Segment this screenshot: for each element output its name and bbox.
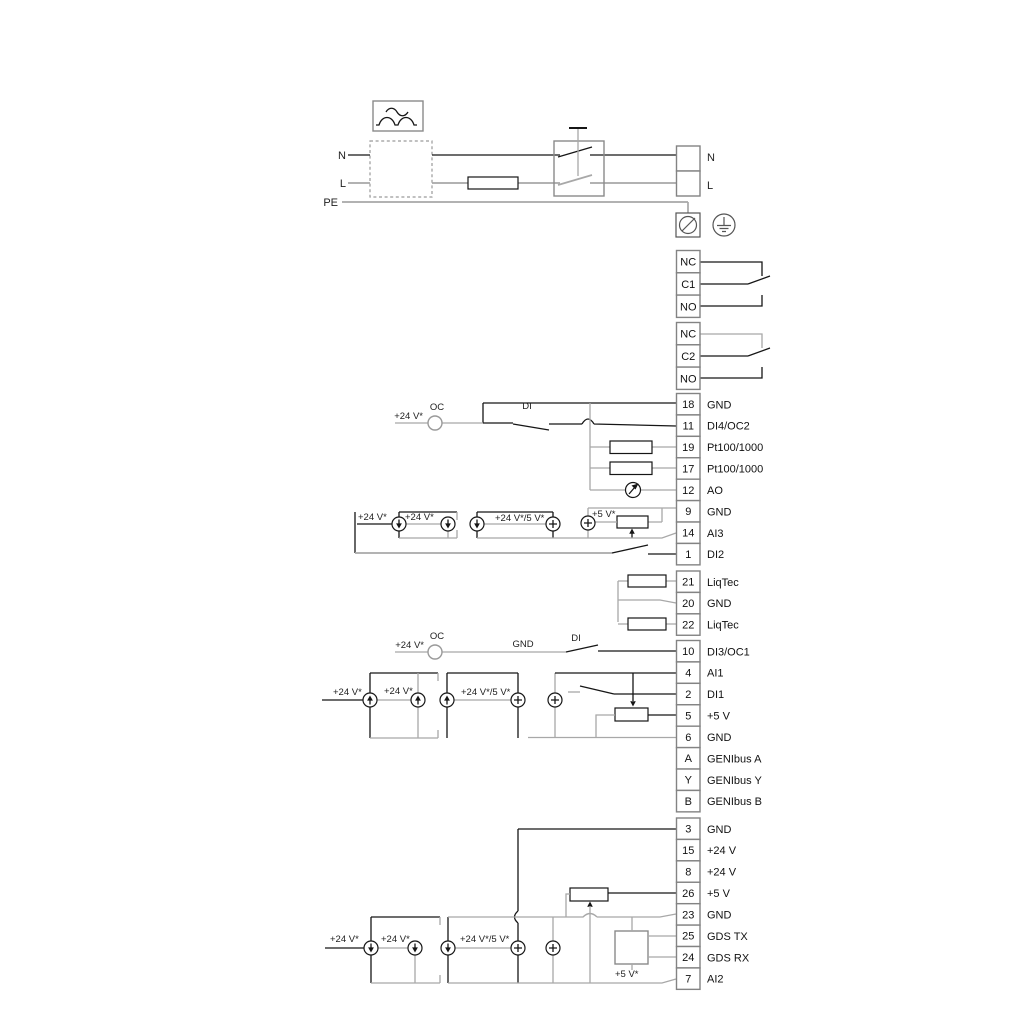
terminal-label: GDS TX — [707, 930, 748, 943]
gds-sensor-box — [615, 931, 648, 964]
relay2-nc-wire — [700, 334, 762, 348]
terminal-number: 8 — [685, 866, 692, 879]
resistor-symbol — [628, 618, 666, 630]
wire-label: +5 V* — [615, 969, 639, 980]
terminal-number: 12 — [682, 484, 695, 497]
wire-label: L — [339, 178, 346, 190]
relay-cell-label: NC — [680, 328, 697, 341]
terminal-label: GENIbus B — [707, 796, 763, 809]
frame-a — [325, 917, 440, 983]
wire-label: DI — [522, 401, 532, 412]
terminal-label: GND — [707, 823, 732, 836]
frame-b — [447, 673, 518, 738]
wire-label: +24 V* — [405, 512, 434, 523]
terminal-number: 7 — [685, 973, 692, 986]
wiper-arrow — [629, 529, 635, 534]
wiper-arrow — [630, 701, 636, 706]
wire-label: +24 V* — [358, 512, 387, 523]
relay-contacts — [700, 262, 770, 378]
fuse-symbol — [468, 177, 518, 189]
wire-labels — [323, 150, 715, 980]
terminal-number: 23 — [682, 909, 695, 922]
terminal-label: AI2 — [707, 973, 724, 986]
terminal-label: Pt100/1000 — [707, 442, 764, 455]
terminal-number: 1 — [685, 549, 692, 562]
terminal-number: 10 — [682, 646, 695, 659]
terminal-number: 3 — [685, 823, 692, 836]
ai2-option-wiring — [325, 829, 676, 983]
switch-blade-n — [558, 147, 592, 157]
terminal-label: GND — [707, 506, 732, 519]
terminal-label: +5 V — [707, 888, 730, 901]
terminal-number: 11 — [682, 420, 694, 433]
terminal-label: DI4/OC2 — [707, 420, 750, 433]
terminal-number: 18 — [682, 399, 695, 412]
terminal-number: Y — [684, 774, 692, 787]
relay-cell-label: NO — [680, 301, 697, 314]
wire-label: N — [707, 152, 715, 164]
terminal-label: AI3 — [707, 527, 724, 540]
terminal-label: DI3/OC1 — [707, 646, 750, 659]
wire-label: PE — [323, 197, 338, 209]
earth-glyph — [717, 217, 731, 232]
terminal-number: 24 — [682, 952, 695, 965]
di2-switch — [612, 545, 676, 554]
terminal-number: 26 — [682, 887, 695, 900]
relay2-contact — [700, 348, 770, 378]
gds-leads — [632, 917, 676, 970]
wire-label: N — [338, 150, 346, 162]
wire-label: DI — [571, 633, 581, 644]
terminal-number: 9 — [685, 506, 692, 519]
terminal-number: 21 — [682, 576, 695, 589]
terminal-label: GENIbus Y — [707, 774, 762, 787]
terminal-label: AI1 — [707, 667, 724, 680]
wire-label: +24 V* — [330, 934, 359, 945]
di1-switch — [580, 686, 676, 694]
wire-label: GND — [512, 639, 534, 650]
terminal-number: 19 — [682, 441, 695, 454]
relay-cell-label: C2 — [681, 351, 696, 363]
terminal-label: DI2 — [707, 549, 725, 562]
frame-b-rails — [454, 673, 555, 738]
wire-ai3 — [477, 533, 676, 538]
wire-label: +24 V*/5 V* — [461, 687, 511, 698]
mains-filter-box — [373, 101, 423, 131]
resistor-symbol — [610, 462, 652, 475]
di3-switch — [566, 645, 676, 652]
terminal-label: GDS RX — [707, 952, 750, 965]
terminal-label: +24 V — [707, 866, 737, 879]
wire-label: +24 V* — [395, 640, 424, 651]
power-terminal-cell — [677, 146, 701, 171]
switch-blade-l — [558, 175, 592, 185]
wire-label: +24 V* — [381, 934, 410, 945]
terminal-label: +24 V — [707, 845, 737, 858]
frame-b-rails — [455, 917, 553, 983]
external-supply-box — [370, 141, 432, 197]
resistor-symbol — [610, 441, 652, 454]
wire-label: +24 V* — [384, 686, 413, 697]
terminal-label: AO — [707, 484, 723, 497]
power-terminal-cell — [677, 171, 701, 196]
wire-di4 — [582, 419, 676, 426]
terminal-label: DI1 — [707, 689, 725, 702]
relay1-contact — [700, 262, 770, 306]
sine-wave-icon — [386, 108, 408, 116]
potentiometer-symbol — [617, 516, 648, 528]
wire-gnd3 — [515, 829, 677, 983]
terminal-number: A — [684, 753, 692, 766]
terminal-label: Pt100/1000 — [707, 463, 764, 476]
terminal-number: 4 — [685, 667, 692, 680]
potentiometer-symbol — [615, 708, 648, 721]
wire-ai1 — [555, 673, 676, 701]
di4-switch — [483, 423, 582, 430]
frame-a-rails — [371, 917, 440, 983]
terminal-number: 22 — [682, 619, 695, 632]
wire-label: L — [707, 180, 714, 192]
sine-wave-icon — [376, 118, 417, 126]
terminal-number: 15 — [682, 845, 695, 858]
wire-label: +24 V* — [333, 687, 362, 698]
terminal-label: LiqTec — [707, 619, 739, 632]
wire-gnd23 — [448, 914, 676, 918]
terminal-number: 14 — [682, 527, 695, 540]
terminal-number: 6 — [685, 731, 692, 744]
terminal-label: GND — [707, 598, 732, 611]
terminal-number: 2 — [685, 688, 692, 701]
wire-pe — [342, 202, 688, 213]
wire-gnd6 — [528, 715, 676, 738]
liqtec-wiring — [618, 575, 676, 630]
wire-gnd18 — [483, 403, 676, 423]
open-collector-icon — [428, 645, 442, 659]
relay-cell-label: NC — [680, 256, 697, 269]
terminal-number: 20 — [682, 598, 695, 611]
terminal-label: GND — [707, 731, 732, 744]
potentiometer-symbol — [570, 888, 608, 901]
wire-label: +24 V*/5 V* — [495, 513, 545, 524]
terminal-label: GND — [707, 909, 732, 922]
relay-cell-label: C1 — [681, 279, 696, 291]
terminal-blocks — [677, 146, 764, 989]
main-switch-box — [554, 141, 604, 196]
wire-label: OC — [429, 402, 445, 413]
terminal-number: B — [684, 796, 692, 809]
wire-label: +24 V*/5 V* — [460, 934, 510, 945]
terminal-number: 5 — [685, 710, 692, 723]
terminal-label: GND — [707, 399, 732, 412]
terminal-label: GENIbus A — [707, 753, 762, 766]
wire-label: +24 V* — [394, 411, 423, 422]
open-collector-icon — [428, 416, 442, 430]
relay-cell-label: NO — [680, 373, 697, 386]
frame-a-rails — [370, 673, 438, 738]
resistor-symbol — [628, 575, 666, 587]
terminal-label: +5 V — [707, 710, 730, 723]
terminal-label: LiqTec — [707, 576, 739, 589]
terminal-number: 17 — [682, 463, 695, 476]
screw-slot — [682, 218, 695, 231]
terminal-number: 25 — [682, 930, 695, 943]
wire-label: +5 V* — [592, 509, 616, 520]
wire-label: OC — [429, 631, 445, 642]
